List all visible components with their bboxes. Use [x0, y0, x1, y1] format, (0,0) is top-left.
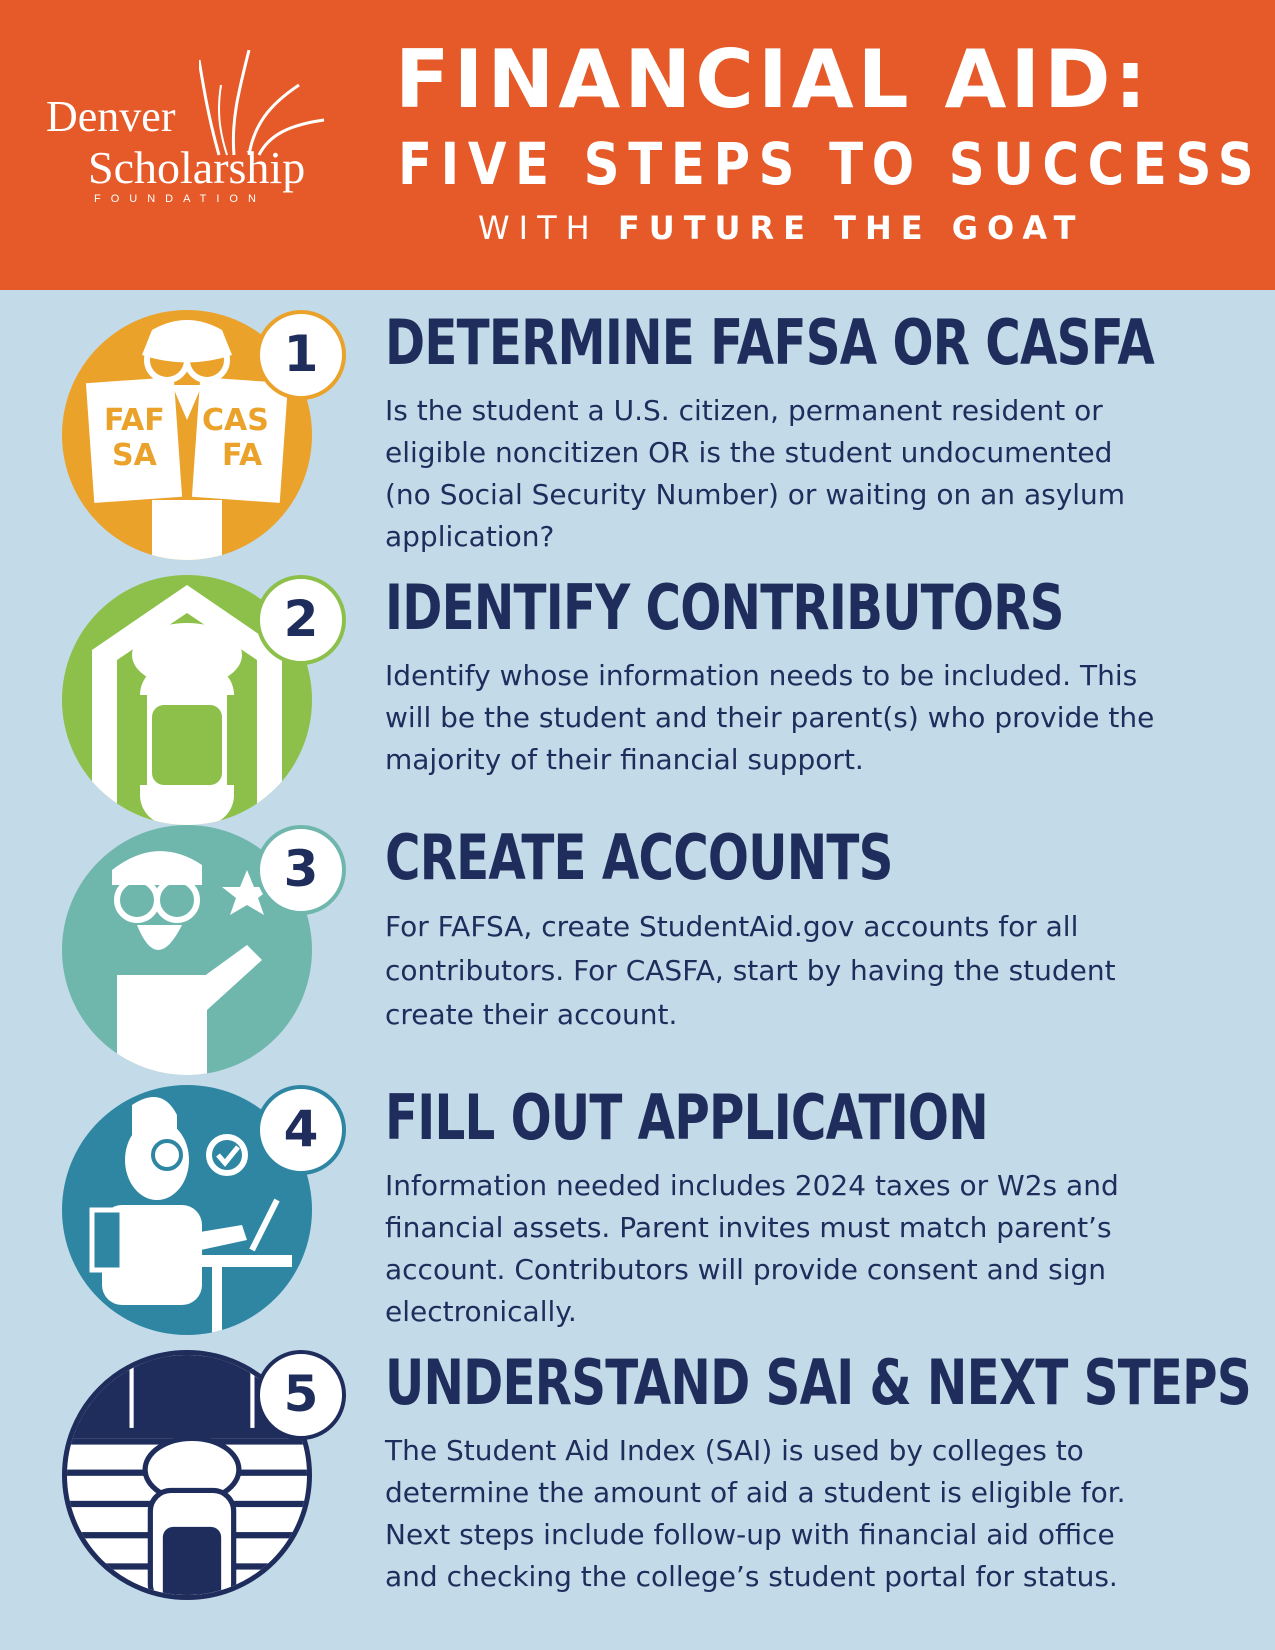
step-4-title: FILL OUT APPLICATION: [385, 1081, 988, 1154]
step-3-title: CREATE ACCOUNTS: [385, 821, 893, 894]
step-3: [0, 821, 1275, 1075]
step-3-number-badge: 3: [256, 825, 346, 915]
step-5-number-badge: 5: [256, 1350, 346, 1440]
denver-scholarship-logo: [44, 50, 354, 210]
step-1-text: Is the student a U.S. citizen, permanent resident or eligible noncitizen OR is the student undocumented (no Social Security Number) or waiting on an asylum application?: [385, 394, 1126, 553]
step-4: [0, 1081, 1275, 1335]
step-2: [0, 571, 1275, 825]
page-subtitle: FIVE STEPS TO SUCCESS: [398, 130, 1263, 198]
logo-line-denver: Denver: [46, 92, 176, 141]
step-4-text: Information needed includes 2024 taxes or W2s and financial assets. Parent invites must match parent’s account. Contributors will provide consent and sign electronically.: [385, 1169, 1119, 1328]
step-5-text: The Student Aid Index (SAI) is used by colleges to determine the amount of aid a student is eligible for. Next steps include follow-up with financial aid office and checking the college’s student portal for status.: [385, 1434, 1126, 1593]
cas-label: CAS: [202, 403, 269, 438]
logo-line-foundation: FOUNDATION: [94, 193, 266, 205]
step-1-number-badge: 1: [256, 310, 346, 400]
faf-label: FAF: [104, 403, 165, 438]
step-2-text: Identify whose information needs to be included. This will be the student and their parent(s) who provide the majority of their financial support.: [385, 659, 1155, 776]
page-title: FINANCIAL AID:: [395, 33, 1151, 126]
fa-label: FA: [222, 438, 263, 473]
step-1: [0, 306, 1275, 560]
step-5: [0, 1346, 1275, 1600]
sa-label: SA: [112, 438, 157, 473]
page-tagline: [478, 209, 1275, 247]
step-4-number-badge: 4: [256, 1085, 346, 1175]
step-2-title: IDENTIFY CONTRIBUTORS: [385, 571, 1064, 644]
step-5-title: UNDERSTAND SAI & NEXT STEPS: [385, 1346, 1251, 1419]
step-3-text: For FAFSA, create StudentAid.gov accounts for all contributors. For CASFA, start by having the student create their account.: [385, 910, 1116, 1031]
step-1-title: DETERMINE FAFSA OR CASFA: [385, 306, 1155, 379]
header-banner: [0, 0, 1275, 290]
tagline-prefix: WITH: [478, 209, 599, 247]
tagline-bold: FUTURE THE GOAT: [617, 209, 1085, 247]
step-2-number-badge: 2: [256, 575, 346, 665]
logo-line-scholarship: Scholarship: [88, 142, 306, 193]
